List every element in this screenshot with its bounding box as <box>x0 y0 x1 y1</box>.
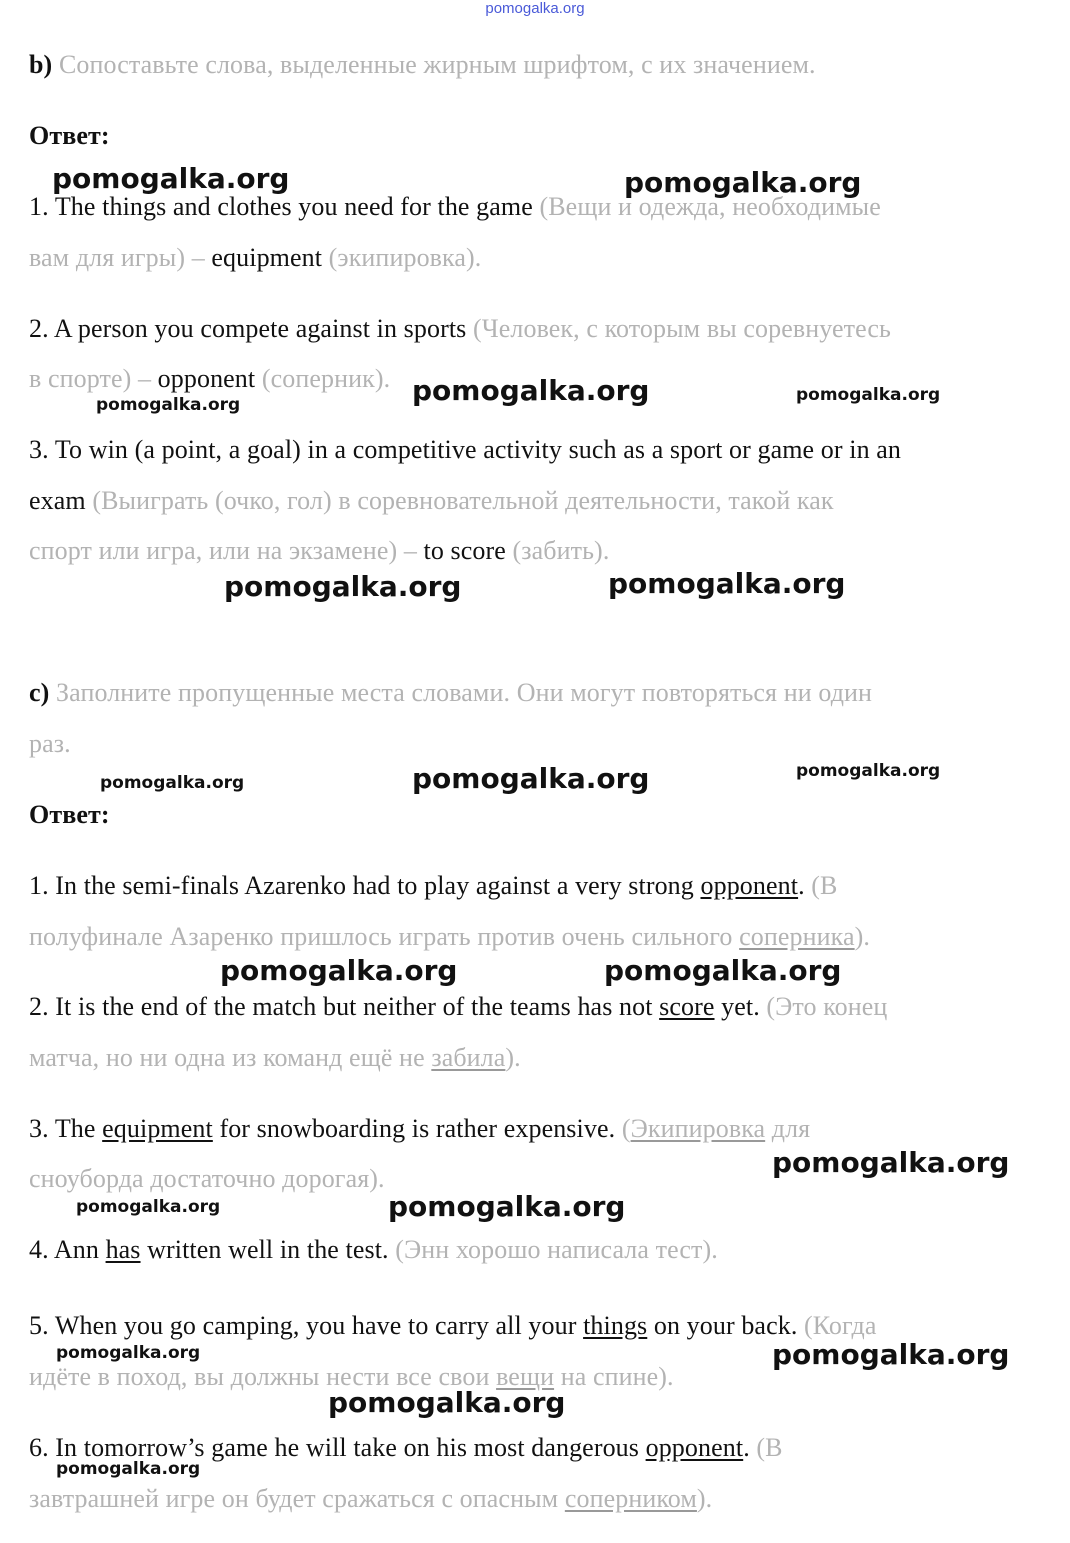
c-item-4-answer: has <box>105 1235 141 1264</box>
c-item-2-answer: score <box>659 992 715 1021</box>
c-item-3-en-end: for snowboarding is rather expensive. <box>219 1114 616 1143</box>
b-item-1-line-2 <box>29 243 481 273</box>
c-item-3-ru-open: ( <box>621 1114 631 1143</box>
b-item-1-ru-cont: вам для игры) – <box>29 243 205 272</box>
c-item-5-ru: идёте в поход, вы должны нести все свои <box>29 1362 490 1391</box>
c-item-3-en: 3. The <box>29 1114 96 1143</box>
c-item-6-en-end: . <box>743 1433 750 1462</box>
c-item-2-ru-answer: забила <box>431 1043 506 1072</box>
watermark-text: pomogalka.org <box>220 954 458 987</box>
watermark-text: pomogalka.org <box>76 1197 221 1217</box>
b-item-3-line-3 <box>29 536 609 566</box>
section-c-heading <box>29 678 872 708</box>
b-item-2-line-1 <box>29 314 891 344</box>
c-item-2-ru-end: ). <box>505 1043 521 1072</box>
c-item-5-ru-end: на спине). <box>560 1362 674 1391</box>
watermark-text: pomogalka.org <box>100 773 245 793</box>
section-b-answer-label: Ответ: <box>29 121 110 150</box>
section-b-heading <box>29 50 816 80</box>
c-item-2-en: 2. It is the end of the match but neither of the teams has not <box>29 992 653 1021</box>
b-item-3-ru-cont: спорт или игра, или на экзамене) – <box>29 536 417 565</box>
c-item-1-ru-open: (В <box>811 871 838 900</box>
c-item-5-en-end: on your back. <box>653 1311 798 1340</box>
c-item-6-answer: opponent <box>645 1433 744 1462</box>
c-item-1-en-end: . <box>798 871 805 900</box>
c-item-2-en-line <box>29 992 887 1022</box>
c-item-4-en-end: written well in the test. <box>147 1235 389 1264</box>
watermark-text: pomogalka.org <box>56 1459 201 1479</box>
watermark-text: pomogalka.org <box>772 1338 1010 1371</box>
c-item-3-answer: equipment <box>102 1114 213 1143</box>
c-item-3-ru-line: сноуборда достаточно дорогая). <box>29 1164 385 1193</box>
c-item-5-en-line <box>29 1311 876 1341</box>
section-c-instruction-cont: раз. <box>29 729 71 758</box>
b-item-2-word: opponent <box>157 364 256 393</box>
watermark-text: pomogalka.org <box>796 761 941 781</box>
c-item-2-en-end: yet. <box>721 992 760 1021</box>
c-item-3-ru-answer: Экипировка <box>630 1114 766 1143</box>
watermark-text: pomogalka.org <box>56 1343 201 1363</box>
watermark-text: pomogalka.org <box>388 1190 626 1223</box>
c-item-4-en-line <box>29 1235 718 1265</box>
b-item-1-ru: (Вещи и одежда, необходимые <box>539 192 881 221</box>
b-item-2-ru-cont: в спорте) – <box>29 364 152 393</box>
c-item-6-en: 6. In tomorrow’s game he will take on his most dangerous <box>29 1433 639 1462</box>
watermark-text: pomogalka.org <box>604 954 842 987</box>
section-c-label: c) <box>29 678 50 707</box>
watermark-text: pomogalka.org <box>96 395 241 415</box>
watermark-text: pomogalka.org <box>624 166 862 199</box>
b-item-3-line-1 <box>29 435 901 465</box>
c-item-6-ru-line <box>29 1484 712 1514</box>
c-item-2-ru-line <box>29 1043 521 1073</box>
c-item-1-ru-line <box>29 922 870 952</box>
c-item-1-ru-answer: соперника <box>739 922 855 951</box>
b-item-1-en: 1. The things and clothes you need for the game <box>29 192 533 221</box>
c-item-5-ru-answer: вещи <box>496 1362 555 1391</box>
section-b-label: b) <box>29 50 53 79</box>
c-item-1-answer: opponent <box>700 871 799 900</box>
c-item-3-ru-end: для <box>771 1114 811 1143</box>
b-item-2-en: 2. A person you compete against in sports <box>29 314 467 343</box>
c-item-1-en-line <box>29 871 838 901</box>
watermark-text: pomogalka.org <box>328 1386 566 1419</box>
watermark-text: pomogalka.org <box>412 374 650 407</box>
watermark-text: pomogalka.org <box>224 570 462 603</box>
c-item-5-ru-open: (Когда <box>804 1311 877 1340</box>
b-item-3-word-ru: (забить). <box>512 536 610 565</box>
b-item-2-ru: (Человек, с которым вы соревнуетесь <box>473 314 891 343</box>
c-item-1-ru: полуфинале Азаренко пришлось играть против очень сильного <box>29 922 733 951</box>
c-item-6-ru: завтрашней игре он будет сражаться с опасным <box>29 1484 559 1513</box>
c-item-5-en: 5. When you go camping, you have to carry all your <box>29 1311 577 1340</box>
watermark-text: pomogalka.org <box>772 1146 1010 1179</box>
b-item-1-word: equipment <box>211 243 323 272</box>
b-item-2-word-ru: (соперник). <box>261 364 391 393</box>
b-item-3-line-2 <box>29 486 834 516</box>
section-c-instruction: Заполните пропущенные места словами. Они могут повторяться ни один <box>56 678 873 707</box>
b-item-1-word-ru: (экипировка). <box>328 243 482 272</box>
watermark-text: pomogalka.org <box>412 762 650 795</box>
c-item-1-en: 1. In the semi-finals Azarenko had to play against a very strong <box>29 871 694 900</box>
watermark-text: pomogalka.org <box>52 162 290 195</box>
b-item-3-word: to score <box>423 536 506 565</box>
section-b-instruction: Сопоставьте слова, выделенные жирным шрифтом, с их значением. <box>58 50 816 79</box>
top-watermark[interactable]: pomogalka.org <box>485 0 585 17</box>
c-item-6-ru-end: ). <box>696 1484 713 1513</box>
c-item-6-ru-answer: соперником <box>564 1484 697 1513</box>
b-item-3-en: 3. To win (a point, a goal) in a competitive activity such as a sport or game or in an <box>29 435 902 464</box>
section-c-answer-label: Ответ: <box>29 800 110 829</box>
c-item-4-en: 4. Ann <box>29 1235 99 1264</box>
b-item-3-en-cont: exam <box>29 486 86 515</box>
c-item-2-ru-open: (Это конец <box>766 992 888 1021</box>
b-item-3-ru: (Выиграть (очко, гол) в соревновательной деятельности, такой как <box>92 486 834 515</box>
watermark-text: pomogalka.org <box>796 385 941 405</box>
c-item-5-answer: things <box>583 1311 648 1340</box>
c-item-2-ru: матча, но ни одна из команд ещё не <box>29 1043 425 1072</box>
c-item-1-ru-end: ). <box>854 922 870 951</box>
c-item-3-en-line <box>29 1114 810 1144</box>
b-item-2-line-2 <box>29 364 390 394</box>
watermark-text: pomogalka.org <box>608 567 846 600</box>
c-item-4-ru: (Энн хорошо написала тест). <box>395 1235 718 1264</box>
c-item-6-ru-open: (В <box>756 1433 783 1462</box>
